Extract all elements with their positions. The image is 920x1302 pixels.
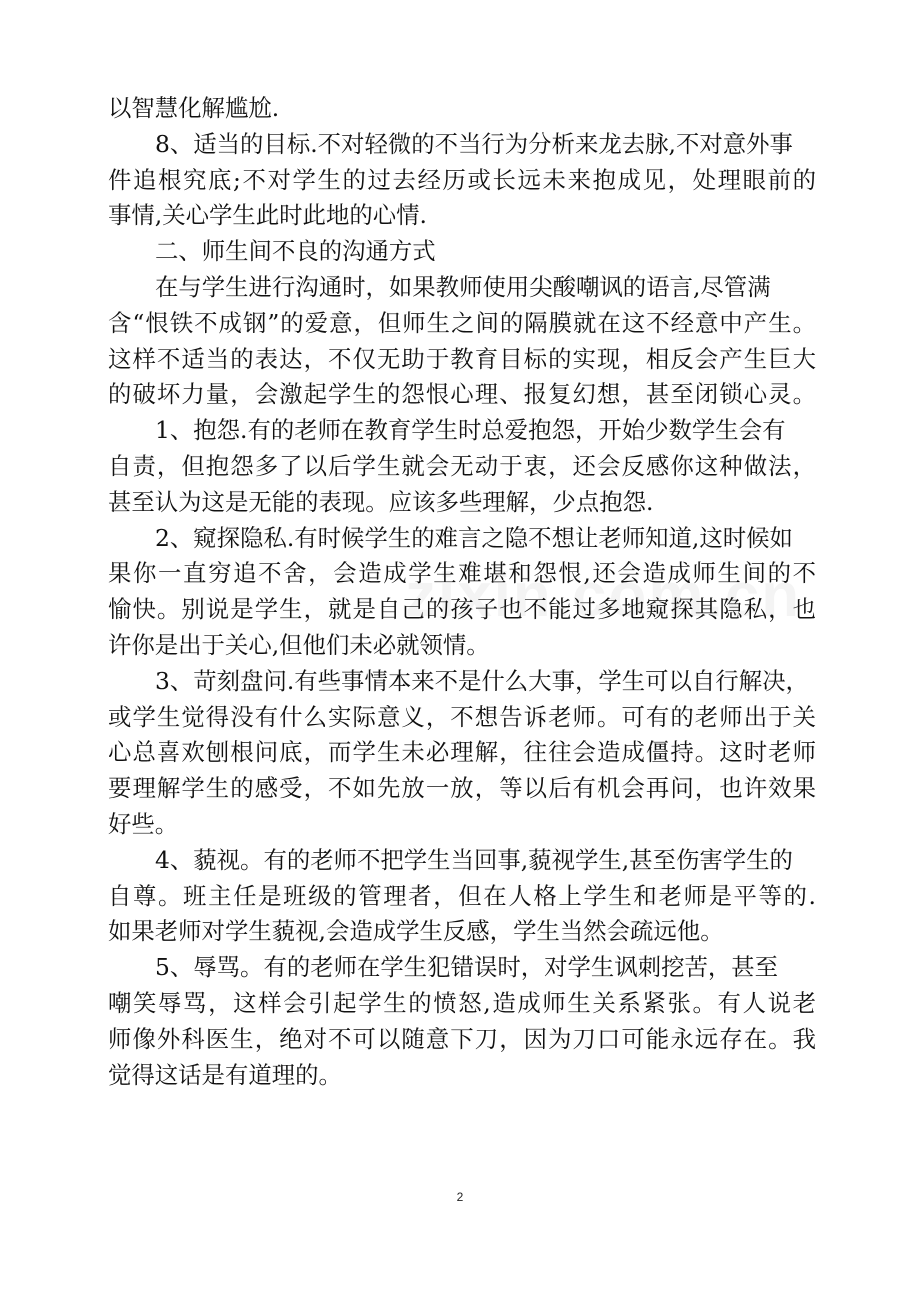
text-line: 甚至认为这是无能的表现。应该多些理解，少点抱怨. bbox=[108, 487, 654, 516]
text-line: 觉得这话是有道理的。 bbox=[108, 1060, 342, 1089]
text-line: 好些。 bbox=[108, 809, 179, 838]
text-line: 许你是出于关心,但他们未必就领情。 bbox=[108, 630, 490, 659]
paragraph-first-line: 3、苛刻盘问.有些事情本来不是什么大事，学生可以自行解决， bbox=[155, 666, 809, 695]
text-line: 自责，但抱怨多了以后学生就会无动于衷，还会反感你这种做法， bbox=[108, 451, 816, 480]
document-body bbox=[108, 91, 816, 1093]
text-line: 或学生觉得没有什么实际意义，不想告诉老师。可有的老师出于关 bbox=[108, 702, 816, 731]
text-line: 果你一直穷追不舍，会造成学生难堪和怨恨,还会造成师生间的不 bbox=[108, 559, 816, 588]
paragraph-first-line: 2、窥探隐私.有时候学生的难言之隐不想让老师知道,这时候如 bbox=[155, 523, 793, 552]
text-line: 愉快。别说是学生，就是自己的孩子也不能过多地窥探其隐私，也 bbox=[108, 595, 816, 624]
text-line: 如果老师对学生藐视,会造成学生反感，学生当然会疏远他。 bbox=[108, 917, 724, 946]
paragraph-first-line: 5、辱骂。有的老师在学生犯错误时，对学生讽刺挖苦，甚至 bbox=[155, 953, 779, 982]
text-line: 事情,关心学生此时此地的心情. bbox=[108, 201, 427, 230]
text-line: 师像外科医生，绝对不可以随意下刀，因为刀口可能永远存在。我 bbox=[108, 1024, 816, 1053]
paragraph-first-line: 在与学生进行沟通时，如果教师使用尖酸嘲讽的语言,尽管满 bbox=[155, 272, 771, 301]
paragraph-first-line: 8、适当的目标.不对轻微的不当行为分析来龙去脉,不对意外事 bbox=[155, 129, 793, 158]
paragraph-first-line: 4、藐视。有的老师不把学生当回事,藐视学生,甚至伤害学生的 bbox=[155, 845, 793, 874]
text-line: 件追根究底;不对学生的过去经历或长远未来抱成见，处理眼前的 bbox=[108, 165, 816, 194]
text-line: 心总喜欢刨根问底，而学生未必理解，往往会造成僵持。这时老师 bbox=[108, 738, 816, 767]
paragraph-first-line: 1、抱怨.有的老师在教育学生时总爱抱怨，开始少数学生会有 bbox=[155, 416, 786, 445]
text-line: 这样不适当的表达，不仅无助于教育目标的实现，相反会产生巨大 bbox=[108, 344, 816, 373]
text-line: 以智慧化解尴尬. bbox=[108, 94, 280, 122]
text-line: 含“恨铁不成钢”的爱意，但师生之间的隔膜就在这不经意中产生。 bbox=[108, 308, 816, 337]
page-number: 2 bbox=[456, 1190, 464, 1204]
text-line: 要理解学生的感受，不如先放一放，等以后有机会再问，也许效果 bbox=[108, 774, 816, 803]
text-line: 自尊。班主任是班级的管理者，但在人格上学生和老师是平等的. bbox=[108, 881, 816, 910]
text-line: 嘲笑辱骂，这样会引起学生的愤怒,造成师生关系紧张。有人说老 bbox=[108, 988, 816, 1017]
text-line: 的破坏力量，会激起学生的怨恨心理、报复幻想，甚至闭锁心灵。 bbox=[108, 380, 816, 409]
section-heading: 二、师生间不良的沟通方式 bbox=[155, 237, 436, 266]
